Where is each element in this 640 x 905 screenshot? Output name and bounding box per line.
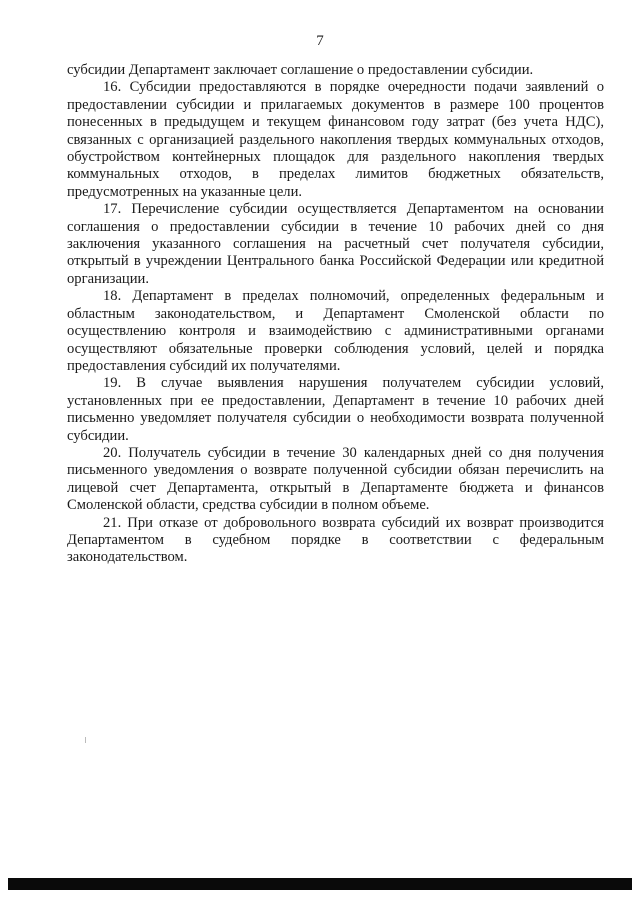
paragraph-20: 20. Получатель субсидии в течение 30 календарных дней со дня получения письменного уведомления о возврате полученной субсидии обязан перечислить на лицевой счет Департамента, открытый в Департаменте бюджета и финансов Смоленской области, средства субсидии в полном объеме. (67, 444, 604, 514)
paragraph-continuation: субсидии Департамент заключает соглашение о предоставлении субсидии. (67, 62, 534, 78)
scan-bottom-edge (8, 878, 632, 890)
paragraph-18: 18. Департамент в пределах полномочий, определенных федеральным и областным законодательством, и Департамент Смоленской области по осуществлению контроля и взаимодействию с административными органами осуществляют обязательные проверки соблюдения условий, целей и порядка предоставления субсидий их получателями. (67, 288, 604, 374)
scan-speck (85, 737, 86, 743)
paragraph-21: 21. При отказе от добровольного возврата субсидий их возврат производится Департаментом в судебном порядке в соответствии с федеральным законодательством. (67, 514, 604, 566)
paragraph-19: 19. В случае выявления нарушения получателем субсидии условий, установленных при ее предоставлении, Департамент в течение 10 рабочих дней письменно уведомляет получателя субсидии о необходимости возврата полученной субсидии. (67, 375, 604, 444)
page-number: 7 (316, 33, 324, 49)
paragraph-16: 16. Субсидии предоставляются в порядке очередности подачи заявлений о предоставлении субсидии и прилагаемых документов в размере 100 процентов понесенных в предыдущем и текущем финансовом году затрат (без учета НДС), связанных с организацией раздельного накопления твердых коммунальных отходов, обустройством контейнерных площадок для раздельного накопления твердых коммунальных отходов, в пределах лимитов бюджетных обязательств, предусмотренных на указанные цели. (67, 79, 604, 200)
document-body (67, 62, 604, 567)
paragraph-17: 17. Перечисление субсидии осуществляется Департаментом на основании соглашения о предоставлении субсидии в течение 10 рабочих дней со дня заключения указанного соглашения на расчетный счет получателя субсидии, открытый в учреждении Центрального банка Российской Федерации или кредитной организации. (67, 201, 604, 287)
